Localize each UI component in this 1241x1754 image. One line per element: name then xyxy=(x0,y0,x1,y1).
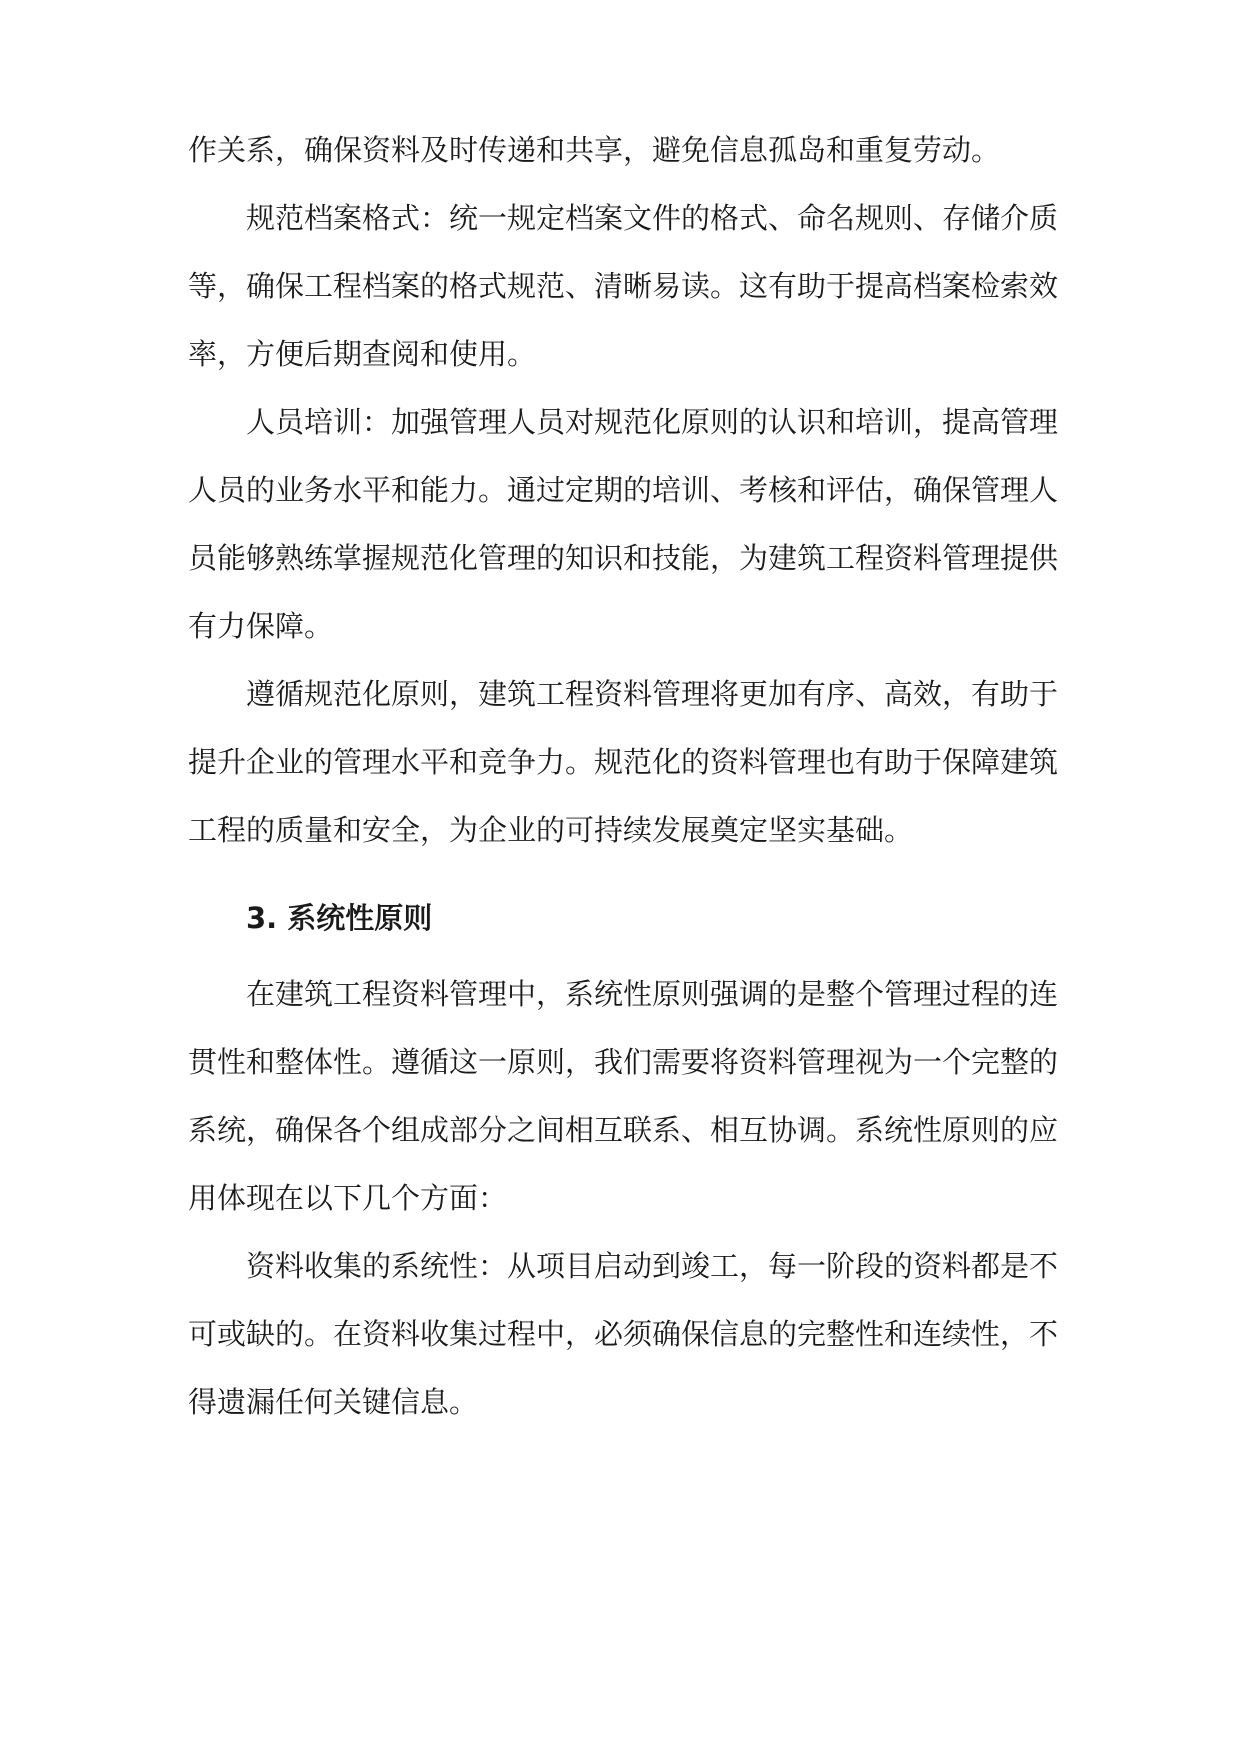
paragraph-line: 员能够熟练掌握规范化管理的知识和技能，为建筑工程资料管理提供 xyxy=(188,541,1059,575)
section-heading: 3. 系统性原则 xyxy=(246,901,433,935)
paragraph-line: 得遗漏任何关键信息。 xyxy=(188,1385,479,1419)
paragraph-line: 人员的业务水平和能力。通过定期的培训、考核和评估，确保管理人 xyxy=(188,473,1059,507)
paragraph-line: 工程的质量和安全，为企业的可持续发展奠定坚实基础。 xyxy=(188,813,914,847)
paragraph-line: 规范档案格式：统一规定档案文件的格式、命名规则、存储介质 xyxy=(246,201,1059,235)
paragraph-line: 作关系，确保资料及时传递和共享，避免信息孤岛和重复劳动。 xyxy=(188,133,1001,167)
paragraph-line: 有力保障。 xyxy=(188,609,334,643)
paragraph-line: 遵循规范化原则，建筑工程资料管理将更加有序、高效，有助于 xyxy=(246,677,1059,711)
paragraph-line: 系统，确保各个组成部分之间相互联系、相互协调。系统性原则的应 xyxy=(188,1113,1059,1147)
paragraph-line: 用体现在以下几个方面： xyxy=(188,1181,508,1215)
paragraph-line: 可或缺的。在资料收集过程中，必须确保信息的完整性和连续性，不 xyxy=(188,1317,1059,1351)
paragraph-line: 贯性和整体性。遵循这一原则，我们需要将资料管理视为一个完整的 xyxy=(188,1045,1059,1079)
paragraph-line: 提升企业的管理水平和竞争力。规范化的资料管理也有助于保障建筑 xyxy=(188,745,1059,779)
paragraph-line: 人员培训：加强管理人员对规范化原则的认识和培训，提高管理 xyxy=(246,405,1059,439)
paragraph-line: 在建筑工程资料管理中，系统性原则强调的是整个管理过程的连 xyxy=(246,977,1059,1011)
paragraph-line: 率，方便后期查阅和使用。 xyxy=(188,337,537,371)
paragraph-line: 等，确保工程档案的格式规范、清晰易读。这有助于提高档案检索效 xyxy=(188,269,1059,303)
paragraph-line: 资料收集的系统性：从项目启动到竣工，每一阶段的资料都是不 xyxy=(246,1249,1059,1283)
